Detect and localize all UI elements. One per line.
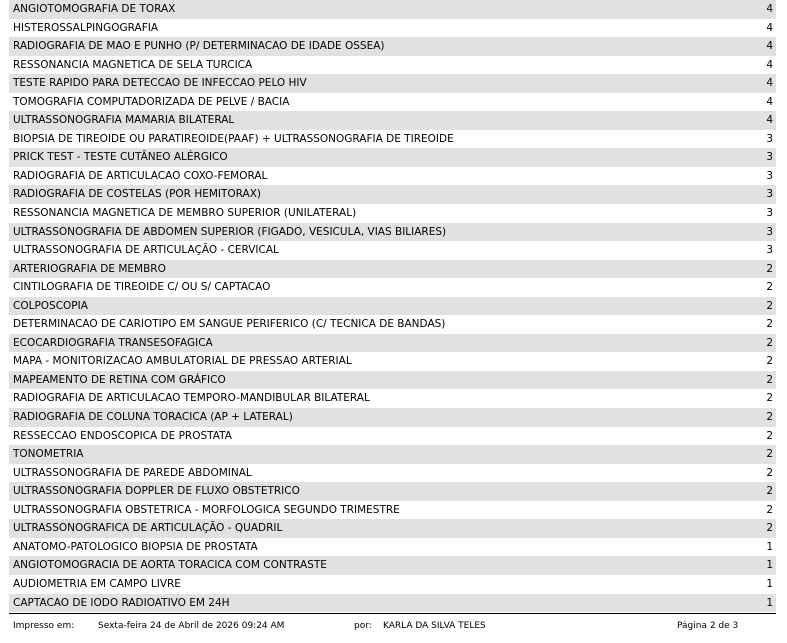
table-row xyxy=(9,297,776,316)
exam-name: ULTRASSONOGRAFICA DE ARTICULAÇÃO - QUADRIL xyxy=(13,522,283,535)
exam-count: 2 xyxy=(766,262,773,275)
table-row xyxy=(9,389,776,408)
table-row xyxy=(9,130,776,149)
table-row xyxy=(9,148,776,167)
exam-count: 2 xyxy=(766,281,773,294)
exam-count: 1 xyxy=(766,559,773,572)
exam-count: 2 xyxy=(766,411,773,424)
table-row xyxy=(9,241,776,260)
table-row xyxy=(9,260,776,279)
report-footer xyxy=(9,613,776,638)
exam-name: RADIOGRAFIA DE COSTELAS (POR HEMITORAX) xyxy=(13,188,262,201)
table-row xyxy=(9,501,776,520)
exam-name: AUDIOMETRIA EM CAMPO LIVRE xyxy=(13,577,181,590)
exam-name: TESTE RAPIDO PARA DETECCAO DE INFECCAO PELO HIV xyxy=(13,77,307,90)
table-row xyxy=(9,111,776,130)
exam-count: 2 xyxy=(766,299,773,312)
table-row xyxy=(9,167,776,186)
exam-count: 2 xyxy=(766,448,773,461)
exam-count: 3 xyxy=(766,244,773,257)
exam-count: 3 xyxy=(766,225,773,238)
exam-count: 2 xyxy=(766,355,773,368)
exam-name: RADIOGRAFIA DE COLUNA TORACICA (AP + LATERAL) xyxy=(13,411,293,424)
table-row xyxy=(9,371,776,390)
printed-date: Sexta-feira 24 de Abril de 2026 09:24 AM xyxy=(98,621,285,631)
exam-count: 2 xyxy=(766,466,773,479)
exam-count: 3 xyxy=(766,151,773,164)
table-row xyxy=(9,445,776,464)
exam-count: 1 xyxy=(766,540,773,553)
exam-name: ULTRASSONOGRAFIA OBSTETRICA - MORFOLOGICA SEGUNDO TRIMESTRE xyxy=(13,503,400,516)
exam-count: 4 xyxy=(766,3,773,15)
page-indicator: Página 2 de 3 xyxy=(677,621,739,631)
table-row xyxy=(9,408,776,427)
exam-name: MAPA - MONITORIZACAO AMBULATORIAL DE PRESSAO ARTERIAL xyxy=(13,355,352,368)
exam-count: 2 xyxy=(766,503,773,516)
printed-by-label: por: xyxy=(354,621,372,631)
exam-name: ULTRASSONOGRAFIA MAMARIA BILATERAL xyxy=(13,114,235,127)
table-row xyxy=(9,594,776,613)
exam-count: 4 xyxy=(766,40,773,53)
table-row xyxy=(9,93,776,112)
exam-count: 3 xyxy=(766,169,773,182)
exam-name: ULTRASSONOGRAFIA DE PAREDE ABDOMINAL xyxy=(13,466,252,479)
exam-count: 2 xyxy=(766,318,773,331)
table-row xyxy=(9,37,776,56)
table-row xyxy=(9,185,776,204)
table-row xyxy=(9,464,776,483)
exam-count: 4 xyxy=(766,58,773,71)
exam-name: ULTRASSONOGRAFIA DOPPLER DE FLUXO OBSTETRICO xyxy=(13,485,300,498)
table-row xyxy=(9,334,776,353)
exam-name: RESSECCAO ENDOSCOPICA DE PROSTATA xyxy=(13,429,232,442)
exam-name: ANGIOTOMOGRACIA DE AORTA TORACICA COM CONTRASTE xyxy=(13,559,327,572)
table-row xyxy=(9,204,776,223)
exam-count: 1 xyxy=(766,577,773,590)
exam-name: CAPTACAO DE IODO RADIOATIVO EM 24H xyxy=(13,596,230,609)
table-row xyxy=(9,538,776,557)
table-row xyxy=(9,223,776,242)
exam-name: RADIOGRAFIA DE ARTICULACAO COXO-FEMORAL xyxy=(13,169,268,182)
exam-name: TONOMETRIA xyxy=(13,448,84,461)
exam-name: TOMOGRAFIA COMPUTADORIZADA DE PELVE / BACIA xyxy=(13,95,290,108)
printed-by-user: KARLA DA SILVA TELES xyxy=(383,621,486,631)
exam-count: 4 xyxy=(766,77,773,90)
exam-count: 4 xyxy=(766,95,773,108)
exam-name: ARTERIOGRAFIA DE MEMBRO xyxy=(13,262,166,275)
exam-name: ANGIOTOMOGRAFIA DE TORAX xyxy=(13,3,176,15)
table-row xyxy=(9,352,776,371)
table-row xyxy=(9,482,776,501)
exam-count: 2 xyxy=(766,485,773,498)
exam-name: RESSONANCIA MAGNETICA DE SELA TURCICA xyxy=(13,58,253,71)
table-row xyxy=(9,575,776,594)
exam-count: 3 xyxy=(766,188,773,201)
exam-count: 2 xyxy=(766,392,773,405)
exam-count: 2 xyxy=(766,522,773,535)
exam-count: 4 xyxy=(766,21,773,34)
exam-name: RESSONANCIA MAGNETICA DE MEMBRO SUPERIOR (UNILATERAL) xyxy=(13,207,357,220)
exam-name: PRICK TEST - TESTE CUTÂNEO ALÉRGICO xyxy=(13,151,228,164)
table-row xyxy=(9,74,776,93)
exam-name: ECOCARDIOGRAFIA TRANSESOFAGICA xyxy=(13,336,213,349)
exam-count: 4 xyxy=(766,114,773,127)
exam-name: ULTRASSONOGRAFIA DE ARTICULAÇÃO - CERVICAL xyxy=(13,244,279,257)
table-row xyxy=(9,427,776,446)
exam-count: 2 xyxy=(766,429,773,442)
table-row xyxy=(9,556,776,575)
exam-name: HISTEROSSALPINGOGRAFIA xyxy=(13,21,159,34)
table-row xyxy=(9,519,776,538)
exam-count: 3 xyxy=(766,132,773,145)
exam-name: CINTILOGRAFIA DE TIREOIDE C/ OU S/ CAPTACAO xyxy=(13,281,271,294)
table-row xyxy=(9,56,776,75)
exam-report-table xyxy=(9,0,776,612)
exam-name: ANATOMO-PATOLOGICO BIOPSIA DE PROSTATA xyxy=(13,540,258,553)
exam-name: RADIOGRAFIA DE ARTICULACAO TEMPORO-MANDIBULAR BILATERAL xyxy=(13,392,370,405)
table-row xyxy=(9,315,776,334)
exam-count: 2 xyxy=(766,336,773,349)
exam-name: RADIOGRAFIA DE MAO E PUNHO (P/ DETERMINACAO DE IDADE OSSEA) xyxy=(13,40,385,53)
table-row xyxy=(9,19,776,38)
printed-label: Impresso em: xyxy=(13,621,75,631)
exam-name: COLPOSCOPIA xyxy=(13,299,88,312)
exam-name: MAPEAMENTO DE RETINA COM GRÁFICO xyxy=(13,373,226,386)
exam-name: DETERMINACAO DE CARIOTIPO EM SANGUE PERIFERICO (C/ TECNICA DE BANDAS) xyxy=(13,318,446,331)
exam-name: BIOPSIA DE TIREOIDE OU PARATIREOIDE(PAAF) + ULTRASSONOGRAFIA DE TIREOIDE xyxy=(13,132,454,145)
table-row xyxy=(9,278,776,297)
exam-count: 2 xyxy=(766,373,773,386)
table-row xyxy=(9,0,776,19)
exam-count: 1 xyxy=(766,596,773,609)
exam-name: ULTRASSONOGRAFIA DE ABDOMEN SUPERIOR (FIGADO, VESICULA, VIAS BILIARES) xyxy=(13,225,447,238)
exam-count: 3 xyxy=(766,207,773,220)
